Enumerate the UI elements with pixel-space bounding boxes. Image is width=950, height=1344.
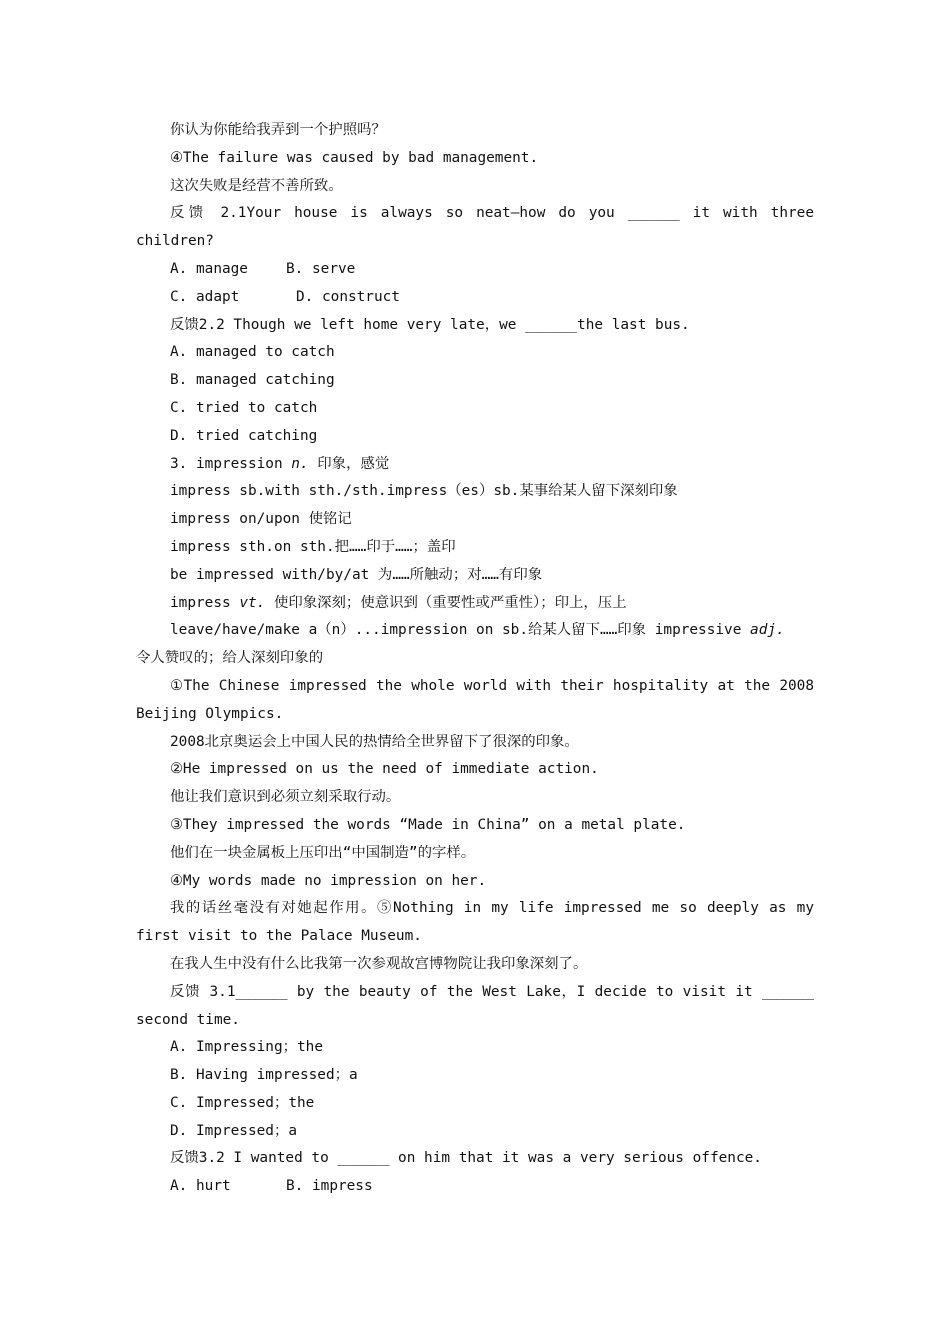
exercise-question: 反馈3.2 I wanted to ______ on him that it was a very serious offence. [170, 1150, 762, 1167]
option-b: B. Having impressed；a [170, 1067, 358, 1084]
option-b: B. serve [286, 260, 356, 277]
usage-word: impress [170, 594, 240, 611]
usage-phrase: leave/have/make a（n）...impression on sb.给某人留下……印象 impressive [170, 622, 751, 639]
example-sentence: ④My words made no impression on her. [170, 872, 487, 889]
translation-line: 我的话丝毫没有对她起作用。⑤Nothing in my life impressed me so deeply as my [170, 900, 814, 917]
option-d: D. tried catching [170, 427, 318, 444]
translation-line: 他们在一块金属板上压印出“中国制造”的字样。 [170, 844, 476, 861]
exercise-question-cont: children? [136, 233, 214, 250]
translation-line: 这次失败是经营不善所致。 [170, 177, 343, 194]
text-line: 你认为你能给我弄到一个护照吗？ [170, 122, 386, 138]
option-d: D. construct [296, 288, 400, 305]
exercise-question-cont: second time. [136, 1011, 240, 1028]
usage-line: impress on/upon 使铭记 [170, 511, 352, 528]
example-sentence: ③They impressed the words “Made in China” on a metal plate. [170, 816, 686, 833]
usage-line-cont: 令人赞叹的；给人深刻印象的 [136, 650, 324, 667]
option-c: C. tried to catch [170, 399, 318, 416]
option-c: C. adapt [170, 288, 240, 305]
option-row [136, 256, 814, 284]
vocab-heading [136, 451, 814, 479]
example-sentence: ①The Chinese impressed the whole world with their hospitality at the 2008 [170, 677, 814, 694]
usage-line: be impressed with/by/at 为……所触动；对……有印象 [170, 566, 543, 583]
example-sentence-cont: Beijing Olympics. [136, 705, 284, 722]
exercise-question: 反馈 3.1______ by the beauty of the West Lake，I decide to visit it ______ [170, 983, 814, 1000]
part-of-speech: adj. [750, 622, 785, 639]
vocab-word: 3. impression [170, 455, 292, 472]
exercise-question: 反馈2.2 Though we left home very late，we ______the last bus. [170, 316, 690, 333]
option-a: A. Impressing；the [170, 1039, 324, 1056]
example-sentence: ④The failure was caused by bad management. [170, 149, 539, 166]
part-of-speech: n. [291, 455, 309, 472]
option-c: C. Impressed；the [170, 1094, 315, 1111]
usage-line [136, 617, 814, 645]
translation-line: 在我人生中没有什么比我第一次参观故宫博物院让我印象深刻了。 [170, 955, 588, 972]
usage-line [136, 590, 814, 618]
option-row [136, 1173, 814, 1201]
document-body [136, 117, 814, 1201]
vocab-meaning: 印象，感觉 [308, 455, 390, 472]
example-sentence-cont: first visit to the Palace Museum. [136, 928, 422, 945]
option-a: A. manage [170, 260, 248, 277]
usage-line: impress sb.with sth./sth.impress（es）sb.某事给某人留下深刻印象 [170, 483, 678, 500]
exercise-question: 反馈 2.1Your house is always so neat—how do you ______ it with three [170, 205, 814, 222]
usage-meaning: 使印象深刻；使意识到（重要性或严重性）；印上，压上 [265, 594, 627, 611]
option-b: B. managed catching [170, 372, 335, 389]
option-a: A. managed to catch [170, 344, 335, 361]
translation-line: 他让我们意识到必须立刻采取行动。 [170, 789, 401, 806]
option-a: A. hurt [170, 1178, 231, 1195]
translation-line: 2008北京奥运会上中国人民的热情给全世界留下了很深的印象。 [170, 733, 579, 750]
part-of-speech: vt. [239, 594, 266, 611]
option-d: D. Impressed；a [170, 1122, 298, 1139]
option-row [136, 284, 814, 312]
usage-line: impress sth.on sth.把……印于……；盖印 [170, 538, 456, 555]
example-sentence: ②He impressed on us the need of immediate action. [170, 761, 599, 778]
option-b: B. impress [286, 1178, 373, 1195]
